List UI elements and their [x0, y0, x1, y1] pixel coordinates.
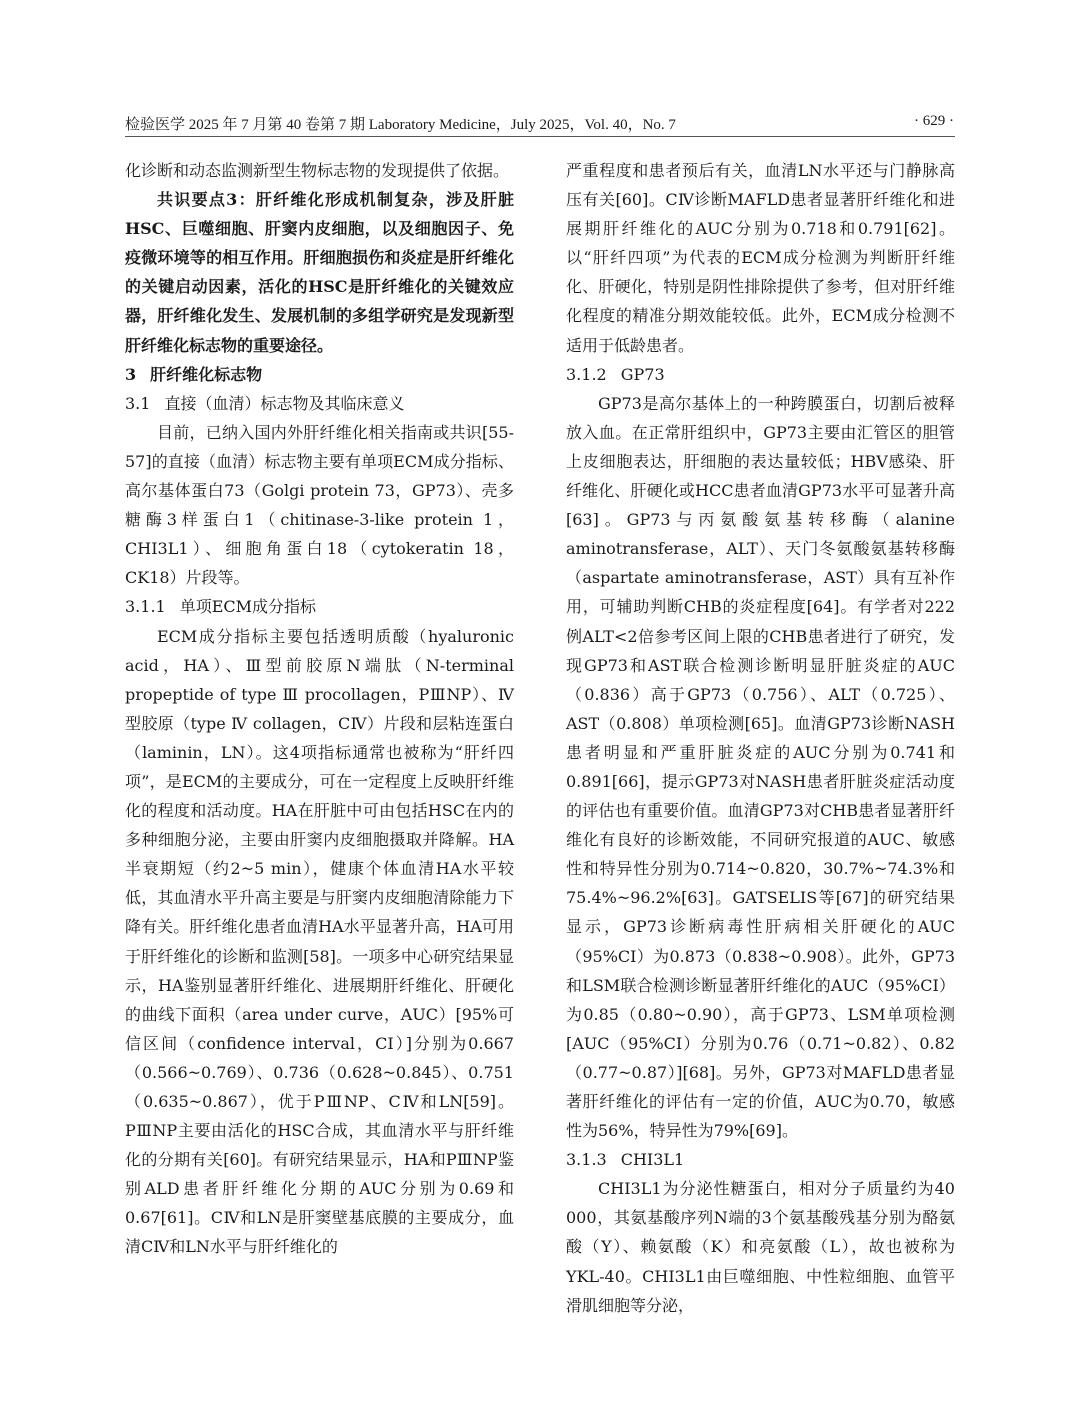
section-heading-3 [125, 360, 514, 389]
section-heading-3-1-1 [125, 592, 514, 621]
running-header [0, 0, 1080, 140]
section-title: 单项ECM成分指标 [179, 597, 317, 617]
paragraph-direct-markers: 目前，已纳入国内外肝纤维化相关指南或共识[55-57]的直接（血清）标志物主要有单项ECM成分指标、高尔基体蛋白73（Golgi protein 73，GP73）、壳多糖酶3样蛋白1（chitinase-3-like protein 1，CHI3L1）、细胞角蛋白18（cytokeratin 18，CK18）片段等。 [125, 422, 514, 588]
header-rule [125, 136, 955, 137]
section-title: CHI3L1 [620, 1150, 685, 1170]
paragraph-continued: 化诊断和动态监测新型生物标志物的发现提供了依据。 [125, 161, 510, 180]
section-heading-3-1-3 [566, 1145, 955, 1174]
paragraph-gp73: GP73是高尔基体上的一种跨膜蛋白，切割后被释放入血。在正常肝组织中，GP73主要由汇管区的胆管上皮细胞表达，肝细胞的表达量较低；HBV感染、肝纤维化、肝硬化或HCC患者血清GP73水平可显著升高[63]。GP73与丙氨酸氨基转移酶（alanine aminotransferase，ALT）、天门冬氨酸氨基转移酶（aspartate aminotransferase，AST）具有互补作用，可辅助判断CHB的炎症程度[64]。有学者对222例ALT<2倍参考区间上限的CHB患者进行了研究，发现GP73和AST联合检测诊断明显肝脏炎症的AUC（0.836）高于GP73（0.756）、ALT（0.725）、AST（0.808）单项检测[65]。血清GP73诊断NASH患者明显和严重肝脏炎症的AUC分别为0.741和0.891[66]，提示GP73对NASH患者肝脏炎症活动度的评估也有重要价值。血清GP73对CHB患者显著肝纤维化有良好的诊断效能，不同研究报道的AUC、敏感性和特异性分别为0.714~0.820，30.7%~74.3%和75.4%~96.2%[63]。GATSELIS等[67]的研究结果显示，GP73诊断病毒性肝病相关肝硬化的AUC（95%CI）为0.873（0.838~0.908）。此外，GP73和LSM联合检测诊断显著肝纤维化的AUC（95%CI）为0.85（0.80~0.90），高于GP73、LSM单项检测[AUC（95%CI）分别为0.76（0.71~0.82）、0.82（0.77~0.87）][68]。另外，GP73对MAFLD患者显著肝纤维化的评估有一定的价值，AUC为0.70，敏感性为56%，特异性为79%[69]。 [566, 393, 955, 1141]
journal-citation: 检验医学 2025 年 7 月第 40 卷第 7 期 Laboratory Medicine，July 2025，Vol. 40，No. 7 [125, 117, 676, 133]
consensus-key-point: 共识要点3：肝纤维化形成机制复杂，涉及肝脏HSC、巨噬细胞、肝窦内皮细胞，以及细胞因子、免疫微环境等的相互作用。肝细胞损伤和炎症是肝纤维化的关键启动因素，活化的HSC是肝纤维化的关键效应器，肝纤维化发生、发展机制的多组学研究是发现新型肝纤维化标志物的重要途径。 [125, 190, 514, 355]
paragraph-continued: 严重程度和患者预后有关，血清LN水平还与门静脉高压有关[60]。CⅣ诊断MAFLD患者显著肝纤维化和进展期肝纤维化的AUC分别为0.718和0.791[62]。以“肝纤四项”为代表的ECM成分检测为判断肝纤维化、肝硬化，特别是阴性排除提供了参考，但对肝纤维化程度的精准分期效能较低。此外，ECM成分检测不适用于低龄患者。 [566, 161, 955, 355]
right-column [566, 156, 955, 1320]
section-heading-3-1-2 [566, 360, 955, 389]
left-column [125, 156, 514, 1262]
section-title: 肝纤维化标志物 [150, 364, 263, 384]
section-title: GP73 [620, 364, 665, 384]
page-number: · 629 · [914, 113, 954, 129]
paragraph-ecm-markers: ECM成分指标主要包括透明质酸（hyaluronic acid，HA）、Ⅲ型前胶原N端肽（N-terminal propeptide of type Ⅲ procollagen，PⅢNP）、Ⅳ型胶原（type Ⅳ collagen，CⅣ）片段和层粘连蛋白（laminin，LN）。这4项指标通常也被称为“肝纤四项”，是ECM的主要成分，可在一定程度上反映肝纤维化的程度和活动度。HA在肝脏中可由包括HSC在内的多种细胞分泌，主要由肝窦内皮细胞摄取并降解。HA半衰期短（约2~5 min），健康个体血清HA水平较低，其血清水平升高主要是与肝窦内皮细胞清除能力下降有关。肝纤维化患者血清HA水平显著升高，HA可用于肝纤维化的诊断和监测[58]。一项多中心研究结果显示，HA鉴别显著肝纤维化、进展期肝纤维化、肝硬化的曲线下面积（area under curve，AUC）[95%可信区间（confidence interval，CI）]分别为0.667（0.566~0.769）、0.736（0.628~0.845）、0.751（0.635~0.867），优于PⅢNP、CⅣ和LN[59]。PⅢNP主要由活化的HSC合成，其血清水平与肝纤维化的分期有关[60]。有研究结果显示，HA和PⅢNP鉴别ALD患者肝纤维化分期的AUC分别为0.69和0.67[61]。CⅣ和LN是肝窦壁基底膜的主要成分，血清CⅣ和LN水平与肝纤维化的 [125, 626, 514, 1257]
section-title: 直接（血清）标志物及其临床意义 [164, 393, 405, 413]
section-number: 3.1.2 [566, 364, 607, 384]
section-number: 3.1.3 [566, 1150, 607, 1170]
paragraph-chi3l1: CHI3L1为分泌性糖蛋白，相对分子质量约为40 000，其氨基酸序列N端的3个氨基酸残基分别为酪氨酸（Y）、赖氨酸（K）和亮氨酸（L），故也被称为YKL-40。CHI3L1由巨噬细胞、中性粒细胞、血管平滑肌细胞等分泌， [566, 1179, 955, 1315]
section-number: 3.1 [125, 393, 151, 413]
section-number: 3 [125, 364, 137, 384]
section-heading-3-1 [125, 389, 514, 418]
section-number: 3.1.1 [125, 597, 166, 617]
